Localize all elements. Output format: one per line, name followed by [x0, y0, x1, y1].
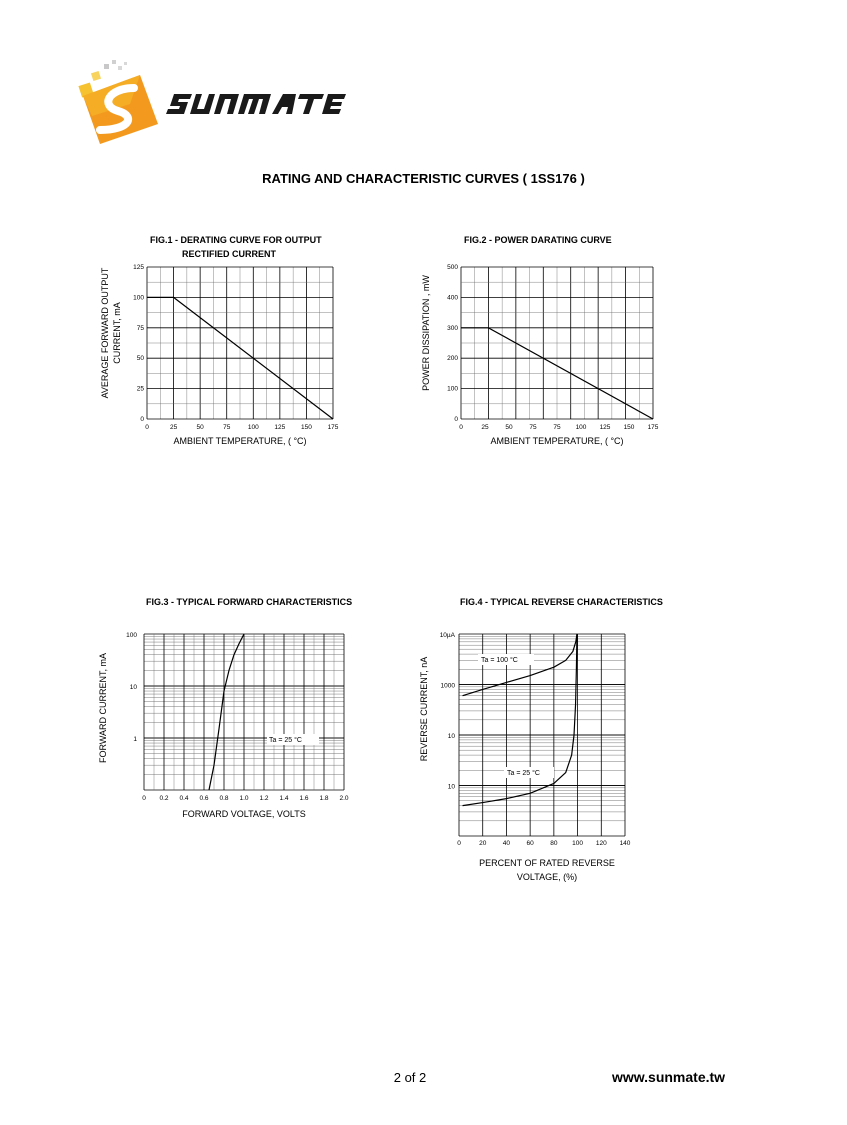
page-number: 2 of 2 [393, 1070, 427, 1085]
x-tick-label: 150 [623, 424, 635, 431]
y-tick-label: 400 [447, 294, 458, 302]
x-tick-label: 0 [142, 795, 146, 802]
x-tick-label: 1.0 [239, 795, 249, 802]
x-tick-label: 1.2 [259, 795, 269, 802]
y-tick-label: 100 [447, 385, 458, 393]
x-tick-label: 0.8 [219, 795, 229, 802]
x-tick-label: 100 [572, 840, 584, 847]
y-tick-label: 1 [133, 736, 137, 743]
x-tick-label: 50 [505, 424, 513, 431]
x-tick-label: 20 [479, 840, 487, 847]
sunmate-s-logo-icon [78, 60, 158, 144]
y-tick-label: 75 [136, 324, 144, 332]
x-tick-label: 75 [553, 424, 561, 431]
x-tick-label: 140 [619, 840, 631, 847]
fig3-title: FIG.3 - TYPICAL FORWARD CHARACTERISTICS [146, 597, 353, 607]
x-tick-label: 1.4 [279, 795, 289, 802]
annotation-label: Ta = 25 °C [269, 737, 302, 744]
y-axis-label: POWER DISSIPATION , mW [421, 275, 431, 391]
y-tick-label: 10 [447, 733, 455, 740]
x-axis-label: AMBIENT TEMPERATURE, ( °C) [173, 436, 307, 446]
y-tick-label: 10µA [439, 632, 455, 639]
y-tick-label: 0 [454, 416, 458, 423]
x-tick-label: 50 [196, 424, 204, 431]
y-tick-label: 500 [447, 264, 458, 271]
x-tick-label: 1.8 [319, 795, 329, 802]
y-tick-label: 10 [447, 783, 455, 791]
x-axis-label-line2: VOLTAGE, (%) [516, 872, 578, 882]
x-tick-label: 75 [529, 424, 537, 431]
fig4-title: FIG.4 - TYPICAL REVERSE CHARACTERISTICS [460, 597, 663, 607]
y-tick-label: 0 [140, 416, 144, 423]
fig2-power-chart [415, 258, 680, 453]
x-tick-label: 0.2 [159, 795, 169, 802]
x-tick-label: 125 [599, 424, 611, 431]
y-tick-label: 300 [447, 324, 458, 332]
y-axis-label-line1: AVERAGE FORWARD OUTPUT [100, 267, 110, 399]
annotation-label-ta-25: Ta = 25 °C [507, 770, 540, 777]
sunmate-wordmark [166, 94, 346, 114]
y-tick-label: 10 [129, 684, 137, 691]
x-tick-label: 150 [300, 424, 312, 431]
y-tick-label: 100 [126, 632, 137, 639]
fig4-reverse-chart [415, 624, 680, 884]
fig3-forward-chart [95, 624, 360, 824]
y-tick-label: 1000 [440, 682, 455, 690]
x-tick-label: 40 [502, 840, 511, 847]
x-tick-label: 25 [481, 424, 489, 431]
fig1-title-line1: FIG.1 - DERATING CURVE FOR OUTPUT [150, 235, 322, 245]
x-tick-label: 1.6 [299, 795, 309, 802]
y-axis-label: FORWARD CURRENT, mA [98, 653, 108, 763]
sunmate-logo [78, 58, 348, 148]
fig1-derating-chart [95, 258, 360, 453]
x-axis-label-line1: PERCENT OF RATED REVERSE [479, 858, 615, 868]
y-tick-label: 100 [133, 294, 144, 302]
x-tick-label: 2.0 [339, 795, 349, 802]
x-tick-label: 0 [145, 424, 149, 431]
x-tick-label: 175 [647, 424, 659, 431]
x-axis-label: AMBIENT TEMPERATURE, ( °C) [490, 436, 624, 446]
y-tick-label: 125 [133, 264, 144, 271]
x-tick-label: 0 [459, 424, 463, 431]
y-axis-label: REVERSE CURRENT, nA [419, 656, 429, 762]
x-tick-label: 0 [457, 840, 461, 847]
x-axis-label: FORWARD VOLTAGE, VOLTS [182, 809, 306, 819]
x-tick-label: 175 [327, 424, 339, 431]
x-tick-label: 125 [274, 424, 286, 431]
x-tick-label: 100 [575, 424, 587, 431]
x-tick-label: 100 [247, 424, 259, 431]
x-tick-label: 0.6 [199, 795, 209, 802]
y-tick-label: 25 [136, 385, 144, 393]
fig2-title: FIG.2 - POWER DARATING CURVE [464, 235, 612, 245]
x-tick-label: 60 [526, 840, 534, 847]
series-line [209, 634, 244, 790]
page-title: RATING AND CHARACTERISTIC CURVES ( 1SS176 ) [262, 171, 585, 186]
x-tick-label: 80 [550, 840, 558, 847]
website-url[interactable]: www.sunmate.tw [612, 1069, 726, 1085]
fig1-title-line2: RECTIFIED CURRENT [182, 249, 276, 259]
x-tick-label: 25 [169, 424, 178, 431]
x-tick-label: 75 [223, 424, 231, 431]
y-axis-label-line2: CURRENT, mA [112, 302, 122, 364]
y-tick-label: 50 [136, 355, 144, 363]
x-tick-label: 120 [595, 840, 607, 847]
x-tick-label: 0.4 [179, 795, 189, 802]
annotation-label-ta-100: Ta = 100 °C [481, 657, 518, 664]
y-tick-label: 200 [447, 355, 458, 363]
